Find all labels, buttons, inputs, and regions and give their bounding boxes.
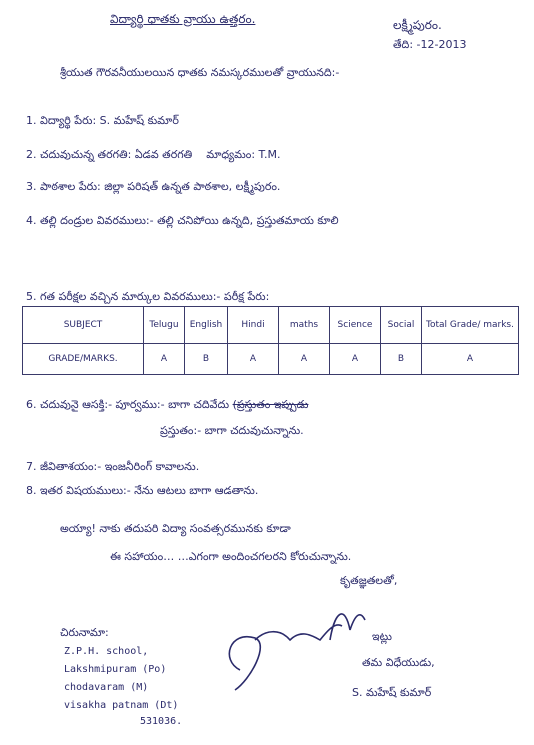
item-other: 8. ఇతర విషయములు:- నేను ఆటలు బాగా ఆడతాను. — [26, 484, 259, 497]
address-label: చిరునామా: — [60, 626, 109, 639]
item-ambition: 7. జీవితాశయం:- ఇంజనీరింగ్ కావాలను. — [26, 460, 200, 473]
item-student-name: 1. విద్యార్థి పేరు: S. మహేష్ కుమార్ — [26, 114, 179, 127]
header-cell-total: Total Grade/ marks. — [422, 307, 519, 344]
grade-cell-hindi: A — [228, 344, 279, 375]
header-cell-english: English — [185, 307, 228, 344]
item-interest-past-text: 6. చదువునై ఆసక్తి:- పూర్వము:- బాగా చదివేదు — [26, 398, 230, 411]
grade-cell-english: B — [185, 344, 228, 375]
grade-cell-science: A — [330, 344, 381, 375]
header-cell-maths: maths — [279, 307, 330, 344]
marks-table-grade-row — [23, 344, 519, 375]
marks-table-header-row — [23, 307, 519, 344]
grade-cell-total: A — [422, 344, 519, 375]
item-medium: మాధ్యమం: T.M. — [206, 148, 281, 161]
salutation: శ్రీయుత గౌరవనీయులయిన ధాతకు నమస్కరములతో వ్రాయునది:- — [60, 66, 340, 79]
address-line-5: 531036. — [140, 716, 183, 727]
row-label-grade: GRADE/MARKS. — [23, 344, 144, 375]
header-cell-telugu: Telugu — [144, 307, 185, 344]
marks-table — [22, 306, 519, 375]
item-class — [26, 148, 280, 164]
place: లక్ష్మీపురం. — [393, 18, 442, 32]
closing-line-3: కృతజ్ఞతలతో, — [340, 574, 398, 587]
item-interest-past — [26, 398, 308, 414]
item-school: 3. పాఠశాల పేరు: జిల్లా పరిషత్ ఉన్నత పాఠశాల, లక్ష్మీపురం. — [26, 180, 281, 193]
closing-line-2: ఈ సహాయం… …ఎగంగా అందించగలరని కోరుచున్నాను. — [110, 550, 352, 563]
item-class-value: ఏడవ తరగతి — [134, 148, 193, 161]
header-cell-hindi: Hindi — [228, 307, 279, 344]
grade-cell-social: B — [381, 344, 422, 375]
grade-cell-maths: A — [279, 344, 330, 375]
item-interest-present: ప్రస్తుతం:- బాగా చదువుచున్నాను. — [160, 424, 304, 437]
address-line-2: Lakshmipuram (Po) — [64, 664, 167, 675]
item-parents: 4. తల్లి దండ్రుల వివరములు:- తల్లి చనిపోయి ఉన్నది, ప్రస్తుతమాయ కూలి — [26, 214, 339, 227]
header-cell-science: Science — [330, 307, 381, 344]
header-cell-social: Social — [381, 307, 422, 344]
sign-off-itlu: ఇట్లు — [372, 630, 392, 643]
date: తేది: -12-2013 — [393, 38, 467, 51]
grade-cell-telugu: A — [144, 344, 185, 375]
header-cell-subject: SUBJECT — [23, 307, 144, 344]
item-interest-struck: (ప్రస్తుతం ఇప్పుడు — [232, 398, 309, 411]
sign-off-obedient: తమ విధేయుడు, — [362, 656, 435, 669]
address-line-3: chodavaram (M) — [64, 682, 149, 693]
address-line-1: Z.P.H. school, — [64, 646, 149, 657]
item-class-label: 2. చదువుచున్న తరగతి: — [26, 148, 132, 161]
letter-title: విద్యార్థి ధాతకు వ్రాయు ఉత్తరం. — [110, 12, 256, 26]
closing-line-1: అయ్యా! నాకు తదుపరి విద్యా సంవత్సరమునకు కూడా — [60, 522, 291, 535]
item-marks-details: 5. గత పరీక్షల వచ్చిన మార్కుల వివరములు:- పరీక్ష పేరు: — [26, 290, 270, 303]
address-line-4: visakha patnam (Dt) — [64, 700, 179, 711]
sign-off-name: S. మహేష్ కుమార్ — [352, 686, 432, 699]
signature-scribble — [210, 600, 370, 700]
